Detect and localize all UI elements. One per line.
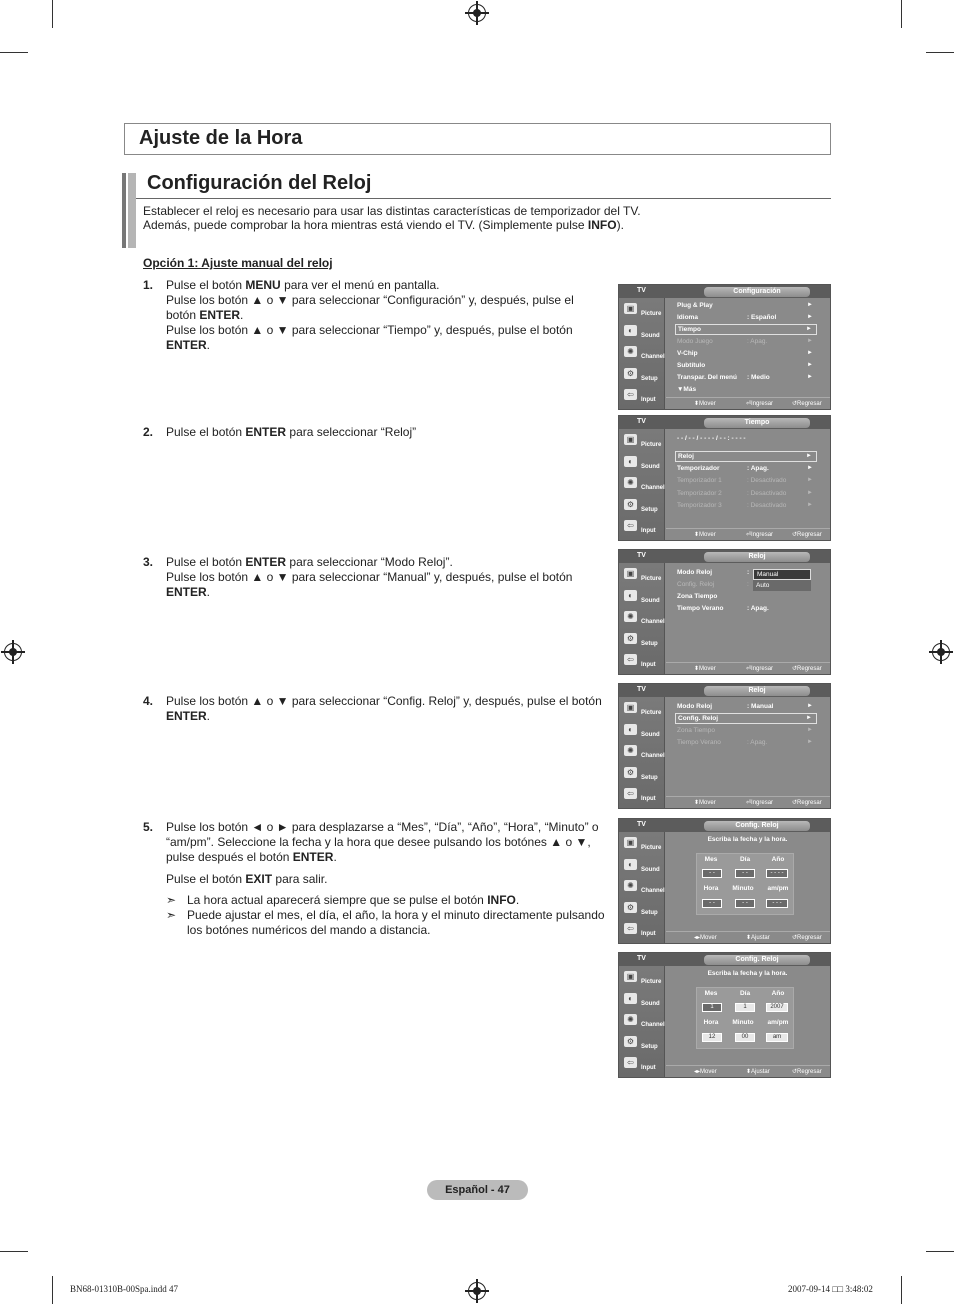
enter-hint: ⏎ Ingresar <box>746 666 774 672</box>
osd-tv-label: TV <box>637 287 646 294</box>
clock-label: Mes <box>704 990 718 997</box>
osd-side-label: Input <box>641 528 656 534</box>
osd-row-selected: Config. Reloj ► <box>675 713 817 724</box>
channel-icon: ✺ <box>624 611 637 622</box>
osd-footer <box>666 1065 831 1077</box>
registration-mark-icon <box>468 4 486 22</box>
osd-footer <box>666 397 831 409</box>
registration-mark-icon <box>4 643 22 661</box>
osd-side-item[interactable] <box>622 722 662 742</box>
sound-icon: ◐ <box>624 859 637 870</box>
intro-line: Además, puede comprobar la hora mientras está viendo el TV. (Simplemente pulse INFO). <box>143 218 624 232</box>
osd-screen-reloj <box>618 549 831 675</box>
osd-side-label: Setup <box>641 375 658 382</box>
note: ➣ Puede ajustar el mes, el día, el año, la hora y el minuto directamente pulsando los botónes numéricos del mando a distancia. <box>166 908 605 937</box>
setup-icon: ⚙ <box>624 368 637 379</box>
osd-side-label: Picture <box>641 710 662 716</box>
osd-side-label: Channel <box>641 888 665 894</box>
osd-side-label: Sound <box>641 731 660 738</box>
hour-field[interactable]: 12 <box>702 1033 722 1042</box>
osd-row: Temporizador 3 : Desactivado ► <box>677 502 813 509</box>
osd-side-item[interactable] <box>622 631 662 651</box>
osd-sidebar <box>619 819 665 943</box>
osd-side-item[interactable] <box>622 652 662 672</box>
osd-row: Modo Juego : Apag. ► <box>677 338 813 345</box>
osd-tv-label: TV <box>637 418 646 425</box>
osd-row: Subtítulo ► <box>677 362 813 369</box>
clock-label: Año <box>771 990 785 997</box>
setup-icon: ⚙ <box>624 633 637 644</box>
setup-icon: ⚙ <box>624 902 637 913</box>
crop-mark <box>52 1276 53 1304</box>
enter-hint: ⏎ Ingresar <box>746 532 774 538</box>
minute-field[interactable]: - - <box>735 899 755 908</box>
step-body: Pulse los botón ◄ o ► para desplazarse a “Mes”, “Día”, “Año”, “Hora”, “Minuto” o “am/pm”. Seleccione la fecha y la hora que desee pulsando los botónes ▲ o ▼, pulse después el botón ENTER. Pulse el botón EXIT para salir. ➣ La hora actual aparecerá siempre que se pulse el botón INFO. ➣ Puede ajustar el mes, el día, el año, la hora y el minuto directamente pulsando los botónes numéricos del mando a distancia. <box>166 820 605 937</box>
osd-side-item[interactable] <box>622 454 662 474</box>
dropdown-option-selected[interactable]: Manual <box>753 569 811 580</box>
osd-menu-title: Configuración <box>704 287 810 297</box>
adjust-hint: ⬍ Ajustar <box>746 935 770 941</box>
osd-side-item[interactable] <box>622 786 662 806</box>
step-body: Pulse el botón ENTER para seleccionar “Modo Reloj”. Pulse los botón ▲ o ▼ para seleccionar “Manual” y, después, pulse el botón ENTER. <box>166 555 573 599</box>
osd-side-item[interactable] <box>622 835 662 855</box>
osd-top-bar <box>619 550 830 563</box>
osd-row: V-Chip ► <box>677 350 813 357</box>
clock-entry-box <box>696 853 794 915</box>
clock-label: Mes <box>704 856 718 863</box>
move-hint: ⬍ Mover <box>694 401 716 407</box>
move-hint: ⬍ Mover <box>694 532 716 538</box>
section-heading: Ajuste de la Hora <box>139 127 303 149</box>
subheading-bar <box>122 173 126 248</box>
osd-side-item[interactable] <box>622 921 662 941</box>
osd-top-bar <box>619 416 830 429</box>
return-hint: ↺ Regresar <box>792 532 822 538</box>
osd-side-item[interactable] <box>622 609 665 629</box>
osd-side-item[interactable] <box>622 765 662 785</box>
channel-icon: ✺ <box>624 745 637 756</box>
osd-sidebar <box>619 285 665 409</box>
mode-dropdown[interactable] <box>753 569 811 591</box>
osd-tv-label: TV <box>637 686 646 693</box>
sound-icon: ◐ <box>624 724 637 735</box>
registration-mark-icon <box>932 643 950 661</box>
osd-row: Plug & Play ► <box>677 302 813 309</box>
clock-label: Día <box>739 990 751 997</box>
osd-row: Config. Reloj : <box>677 581 749 588</box>
osd-side-label: Input <box>641 662 656 668</box>
osd-sidebar <box>619 550 665 674</box>
sound-icon: ◐ <box>624 456 637 467</box>
osd-side-label: Sound <box>641 866 660 873</box>
input-icon: ⇦ <box>624 788 637 799</box>
osd-side-label: Channel <box>641 619 665 625</box>
osd-side-item[interactable] <box>622 857 662 877</box>
step-number: 4. <box>143 694 154 708</box>
osd-side-label: Input <box>641 397 656 403</box>
note-arrow-icon: ➣ <box>166 908 177 922</box>
osd-side-item[interactable] <box>622 344 665 364</box>
osd-screen-reloj-manual <box>618 683 831 809</box>
osd-menu-title: Config. Reloj <box>704 955 810 965</box>
osd-side-item[interactable] <box>622 518 662 538</box>
clock-label: Año <box>771 856 785 863</box>
osd-side-label: Channel <box>641 354 665 360</box>
osd-sidebar <box>619 416 665 540</box>
osd-side-item[interactable] <box>622 366 662 386</box>
subheading: Configuración del Reloj <box>147 172 372 194</box>
return-hint: ↺ Regresar <box>792 935 822 941</box>
osd-footer <box>666 528 831 540</box>
osd-side-label: Sound <box>641 1000 660 1007</box>
osd-side-item[interactable] <box>622 743 665 763</box>
osd-side-label: Channel <box>641 485 665 491</box>
clock-label: Hora <box>703 1019 719 1026</box>
osd-side-label: Sound <box>641 597 660 604</box>
dropdown-option[interactable]: Auto <box>756 582 770 589</box>
sound-icon: ◐ <box>624 993 637 1004</box>
crop-mark <box>0 52 28 53</box>
osd-side-label: Setup <box>641 774 658 781</box>
page-number-badge: Español - 47 <box>427 1180 528 1200</box>
osd-time-readout: - - / - - / - - - - / - - : - - - - <box>677 435 746 442</box>
subheading-bar <box>128 173 136 248</box>
option-title: Opción 1: Ajuste manual del reloj <box>143 256 333 270</box>
setup-icon: ⚙ <box>624 1036 637 1047</box>
osd-row-selected: Tiempo ► <box>675 324 817 335</box>
osd-side-item[interactable] <box>622 588 662 608</box>
input-icon: ⇦ <box>624 654 637 665</box>
osd-row: Temporizador : Apag. ► <box>677 465 813 472</box>
osd-side-item[interactable] <box>622 878 665 898</box>
osd-row: Zona Tiempo <box>677 593 718 600</box>
input-icon: ⇦ <box>624 1057 637 1068</box>
channel-icon: ✺ <box>624 477 637 488</box>
step-body: Pulse los botón ▲ o ▼ para seleccionar “Config. Reloj” y, después, pulse el botón ENTER. <box>166 694 602 723</box>
osd-side-label: Input <box>641 1065 656 1071</box>
osd-side-label: Sound <box>641 332 660 339</box>
osd-side-label: Setup <box>641 909 658 916</box>
osd-menu-title: Reloj <box>704 552 810 562</box>
move-hint: ⬍ Mover <box>694 800 716 806</box>
osd-side-label: Channel <box>641 1022 665 1028</box>
osd-screen-configuracion <box>618 284 831 410</box>
step-number: 3. <box>143 555 154 569</box>
footer-filename: BN68-01310B-00Spa.indd 47 <box>70 1284 178 1294</box>
osd-side-item[interactable] <box>622 387 662 407</box>
ampm-field[interactable]: am <box>766 1033 788 1042</box>
osd-side-label: Input <box>641 796 656 802</box>
osd-side-item[interactable] <box>622 900 662 920</box>
intro-text <box>143 204 641 232</box>
setup-icon: ⚙ <box>624 767 637 778</box>
clock-entry-box <box>696 987 794 1049</box>
input-icon: ⇦ <box>624 520 637 531</box>
move-hint: ◂▸ Mover <box>694 1069 717 1075</box>
osd-screen-tiempo <box>618 415 831 541</box>
osd-side-label: Sound <box>641 463 660 470</box>
month-field[interactable]: - - <box>702 869 722 878</box>
osd-instruction: Escriba la fecha y la hora. <box>707 970 788 977</box>
osd-screen-config-reloj-filled <box>618 952 831 1078</box>
osd-tv-label: TV <box>637 552 646 559</box>
osd-side-item[interactable] <box>622 566 662 586</box>
note: ➣ La hora actual aparecerá siempre que se pulse el botón INFO. <box>166 893 520 907</box>
osd-side-item[interactable] <box>622 301 662 321</box>
footer-timestamp: 2007-09-14 □□ 3:48:02 <box>788 1284 873 1294</box>
clock-label: Hora <box>703 885 719 892</box>
sound-icon: ◐ <box>624 325 637 336</box>
osd-row: Modo Reloj : <box>677 569 750 576</box>
sound-icon: ◐ <box>624 590 637 601</box>
osd-side-item[interactable] <box>622 323 662 343</box>
step-body: Pulse el botón ENTER para seleccionar “Reloj” <box>166 425 417 439</box>
crop-mark <box>926 52 954 53</box>
day-field[interactable]: - - <box>735 869 755 878</box>
osd-row: Idioma : Español ► <box>677 314 813 321</box>
clock-label: Minuto <box>732 1019 754 1026</box>
clock-label: am/pm <box>767 885 789 892</box>
osd-side-item[interactable] <box>622 700 662 720</box>
picture-icon: ▣ <box>624 434 637 445</box>
osd-side-item[interactable] <box>622 475 665 495</box>
crop-mark <box>926 1251 954 1252</box>
picture-icon: ▣ <box>624 971 637 982</box>
intro-line: Establecer el reloj es necesario para usar las distintas características de temporizador del TV. <box>143 204 641 218</box>
return-hint: ↺ Regresar <box>792 666 822 672</box>
picture-icon: ▣ <box>624 303 637 314</box>
input-icon: ⇦ <box>624 389 637 400</box>
crop-mark <box>0 1251 28 1252</box>
osd-top-bar <box>619 684 830 697</box>
osd-row-selected: Reloj ► <box>675 451 817 462</box>
osd-side-label: Picture <box>641 979 662 985</box>
note-arrow-icon: ➣ <box>166 893 177 907</box>
crop-mark <box>901 1276 902 1304</box>
return-hint: ↺ Regresar <box>792 401 822 407</box>
clock-label: Minuto <box>732 885 754 892</box>
osd-side-item[interactable] <box>622 432 662 452</box>
osd-top-bar <box>619 953 830 966</box>
osd-side-label: Setup <box>641 506 658 513</box>
osd-row: Temporizador 1 : Desactivado ► <box>677 477 813 484</box>
step-number: 1. <box>143 278 154 292</box>
osd-menu-title: Reloj <box>704 686 810 696</box>
osd-footer <box>666 931 831 943</box>
osd-side-item[interactable] <box>622 1034 662 1054</box>
section-heading-box <box>124 123 831 155</box>
return-hint: ↺ Regresar <box>792 800 822 806</box>
registration-mark-icon <box>468 1282 486 1300</box>
picture-icon: ▣ <box>624 702 637 713</box>
osd-tv-label: TV <box>637 821 646 828</box>
year-field[interactable]: - - - - <box>766 869 788 878</box>
return-hint: ↺ Regresar <box>792 1069 822 1075</box>
enter-hint: ⏎ Ingresar <box>746 401 774 407</box>
move-hint: ◂▸ Mover <box>694 935 717 941</box>
ampm-field[interactable]: - - - <box>766 899 788 908</box>
osd-sidebar <box>619 684 665 808</box>
day-field[interactable]: 1 <box>735 1003 755 1012</box>
crop-mark <box>901 0 902 28</box>
osd-menu-title: Config. Reloj <box>704 821 810 831</box>
picture-icon: ▣ <box>624 837 637 848</box>
move-hint: ⬍ Mover <box>694 666 716 672</box>
input-icon: ⇦ <box>624 923 637 934</box>
osd-instruction: Escriba la fecha y la hora. <box>707 836 788 843</box>
osd-side-label: Setup <box>641 1043 658 1050</box>
osd-side-label: Channel <box>641 753 665 759</box>
year-field[interactable]: 2007 <box>766 1003 788 1012</box>
step-body: Pulse el botón MENU para ver el menú en pantalla. Pulse los botón ▲ o ▼ para seleccionar “Configuración” y, después, pulse el botón ENTER. Pulse los botón ▲ o ▼ para seleccionar “Tiempo” y, después, pulse el botón ENTER. <box>166 278 574 352</box>
crop-mark <box>52 0 53 28</box>
osd-side-label: Input <box>641 931 656 937</box>
step-number: 2. <box>143 425 154 439</box>
setup-icon: ⚙ <box>624 499 637 510</box>
osd-sidebar <box>619 953 665 1077</box>
osd-screen-config-reloj-empty <box>618 818 831 944</box>
osd-row: Temporizador 2 : Desactivado ► <box>677 490 813 497</box>
enter-hint: ⏎ Ingresar <box>746 800 774 806</box>
osd-side-label: Setup <box>641 640 658 647</box>
osd-top-bar <box>619 819 830 832</box>
osd-side-label: Picture <box>641 845 662 851</box>
osd-side-item[interactable] <box>622 497 662 517</box>
osd-row: Tiempo Verano : Apag. <box>677 605 769 612</box>
month-field[interactable]: 1 <box>702 1003 722 1012</box>
osd-side-label: Picture <box>641 442 662 448</box>
hour-field[interactable]: - - <box>702 899 722 908</box>
osd-tv-label: TV <box>637 955 646 962</box>
osd-menu-title: Tiempo <box>704 418 810 428</box>
adjust-hint: ⬍ Ajustar <box>746 1069 770 1075</box>
osd-side-item[interactable] <box>622 969 662 989</box>
osd-row: Tiempo Verano : Apag. ► <box>677 739 813 746</box>
osd-row: Modo Reloj : Manual ► <box>677 703 813 710</box>
osd-side-item[interactable] <box>622 1055 662 1075</box>
subheading-rule <box>136 198 831 199</box>
clock-label: Día <box>739 856 751 863</box>
osd-footer <box>666 796 831 808</box>
channel-icon: ✺ <box>624 880 637 891</box>
channel-icon: ✺ <box>624 346 637 357</box>
osd-top-bar <box>619 285 830 298</box>
osd-side-label: Picture <box>641 576 662 582</box>
clock-label: am/pm <box>767 1019 789 1026</box>
step-number: 5. <box>143 820 154 834</box>
osd-footer <box>666 662 831 674</box>
osd-row: Zona Tiempo ► <box>677 727 813 734</box>
picture-icon: ▣ <box>624 568 637 579</box>
minute-field[interactable]: 00 <box>735 1033 755 1042</box>
osd-side-label: Picture <box>641 311 662 317</box>
osd-row: ▼Más <box>677 386 697 393</box>
osd-row: Transpar. Del menú : Medio ► <box>677 374 813 381</box>
osd-side-item[interactable] <box>622 991 662 1011</box>
osd-side-item[interactable] <box>622 1012 665 1032</box>
channel-icon: ✺ <box>624 1014 637 1025</box>
